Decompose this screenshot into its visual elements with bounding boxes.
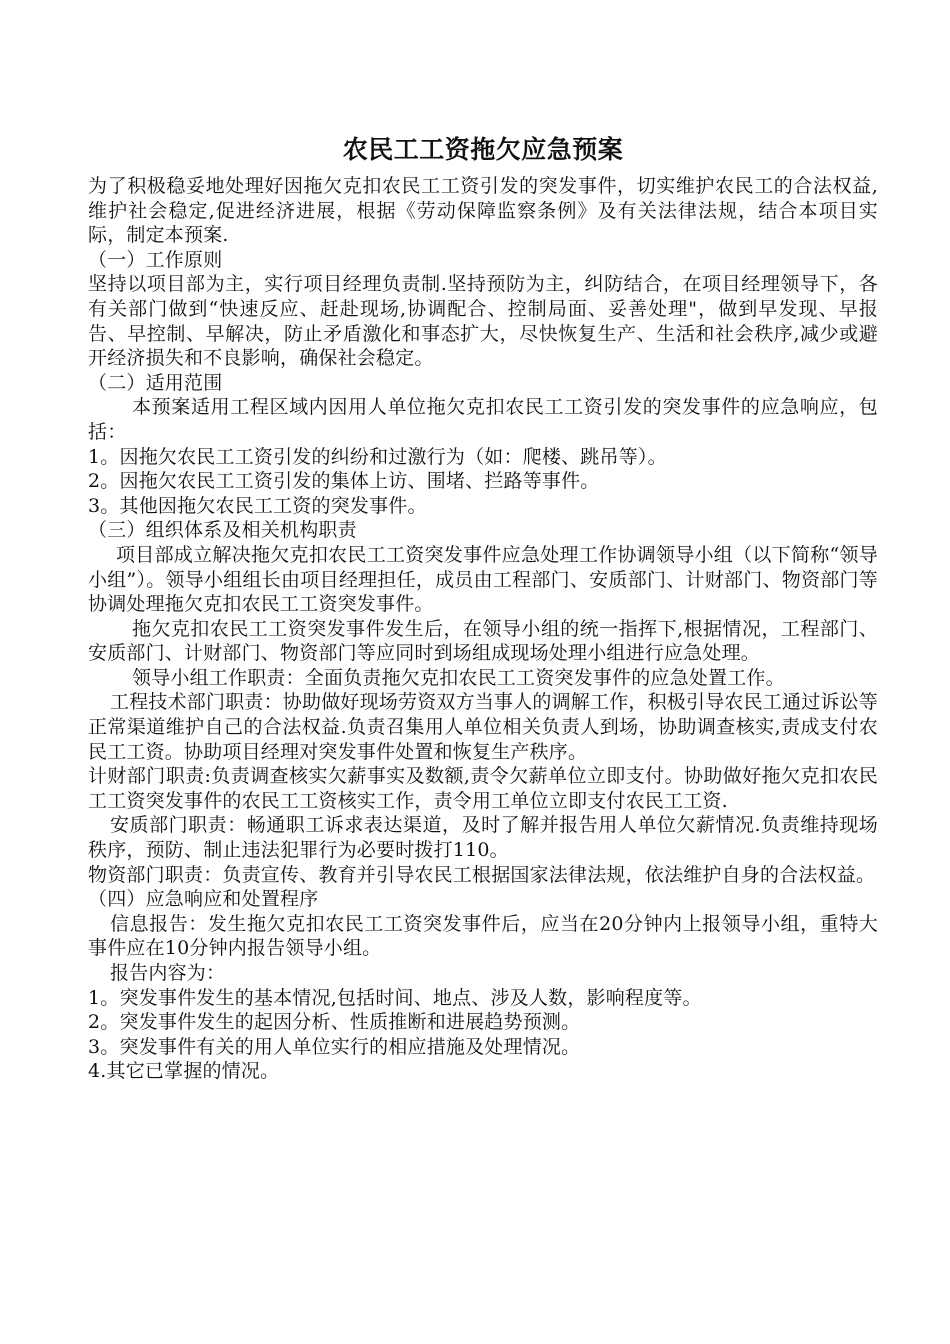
- engineering-duties-paragraph: 工程技术部门职责：协助做好现场劳资双方当事人的调解工作，积极引导农民工通过诉讼等正常渠道维护自己的合法权益.负责召集用人单位相关负责人到场，协助调查核实,责成支付农民工工资。协助项目经理对突发事件处置和恢复生产秩序。: [88, 691, 879, 763]
- document-title: 农民工工资拖欠应急预案: [342, 135, 624, 164]
- leadership-duties-paragraph: 领导小组工作职责：全面负责拖欠克扣农民工工资突发事件的应急处置工作。: [132, 666, 785, 689]
- report-list-item: 1。突发事件发生的基本情况,包括时间、地点、涉及人数，影响程度等。: [88, 986, 702, 1009]
- section-heading-organization: （三）组织体系及相关机构职责: [88, 519, 357, 542]
- scope-list-item: 2。因拖欠农民工工资引发的集体上访、围堵、拦路等事件。: [88, 470, 600, 493]
- section-heading-principles: （一）工作原则: [88, 248, 223, 271]
- principles-paragraph: 坚持以项目部为主，实行项目经理负责制.坚持预防为主，纠防结合，在项目经理领导下，各有关部门做到“快速反应、赶赴现场,协调配合、控制局面、妥善处理"，做到早发现、早报告、早控制、早解决，防止矛盾激化和事态扩大，尽快恢复生产、生活和社会秩序,减少或避开经济损失和不良影响，确保社会稳定。: [88, 273, 878, 370]
- scope-paragraph: 本预案适用工程区域内因用人单位拖欠克扣农民工工资引发的突发事件的应急响应，包括：: [88, 396, 878, 443]
- organization-paragraph: 拖欠克扣农民工工资突发事件发生后，在领导小组的统一指挥下,根据情况，工程部门、安质部门、计财部门、物资部门等应同时到场组成现场处理小组进行应急处理。: [88, 617, 878, 665]
- report-list-item: 3。突发事件有关的用人单位实行的相应措施及处理情况。: [88, 1035, 581, 1058]
- scope-list-item: 3。其他因拖欠农民工工资的突发事件。: [88, 494, 427, 517]
- section-heading-scope: （二）适用范围: [88, 371, 223, 394]
- document-body: [88, 132, 878, 1084]
- report-list-item: 4.其它已掌握的情况。: [88, 1060, 280, 1083]
- scope-list-item: 1。因拖欠农民工工资引发的纠纷和过激行为（如：爬楼、跳吊等）。: [88, 445, 667, 468]
- information-report-paragraph: 信息报告：发生拖欠克扣农民工工资突发事件后，应当在20分钟内上报领导小组，重特大事件应在10分钟内报告领导小组。: [88, 912, 878, 960]
- safety-duties-paragraph: 安质部门职责：畅通职工诉求表达渠道，及时了解并报告用人单位欠薪情况.负责维持现场秩序，预防、制止违法犯罪行为必要时拨打110。: [88, 814, 878, 862]
- finance-duties-paragraph: 计财部门职责:负责调查核实欠薪事实及数额,责令欠薪单位立即支付。协助做好拖欠克扣农民工工资突发事件的农民工工资核实工作，责令用工单位立即支付农民工工资.: [88, 765, 878, 812]
- materials-duties-paragraph: 物资部门职责：负责宣传、教育并引导农民工根据国家法律法规，依法维护自身的合法权益。: [88, 863, 876, 886]
- intro-paragraph: 为了积极稳妥地处理好因拖欠克扣农民工工资引发的突发事件，切实维护农民工的合法权益,维护社会稳定,促进经济进展，根据《劳动保障监察条例》及有关法律法规，结合本项目实际，制定本预案.: [88, 175, 878, 247]
- report-list-item: 2。突发事件发生的起因分析、性质推断和进展趋势预测。: [88, 1011, 581, 1034]
- report-content-paragraph: 报告内容为：: [110, 962, 226, 984]
- organization-paragraph: 项目部成立解决拖欠克扣农民工工资突发事件应急处理工作协调领导小组（以下简称“领导小组”）。领导小组组长由项目经理担任，成员由工程部门、安质部门、计财部门、物资部门等协调处理拖欠克扣农民工工资突发事件。: [88, 543, 878, 616]
- section-heading-response: （四）应急响应和处置程序: [88, 888, 319, 911]
